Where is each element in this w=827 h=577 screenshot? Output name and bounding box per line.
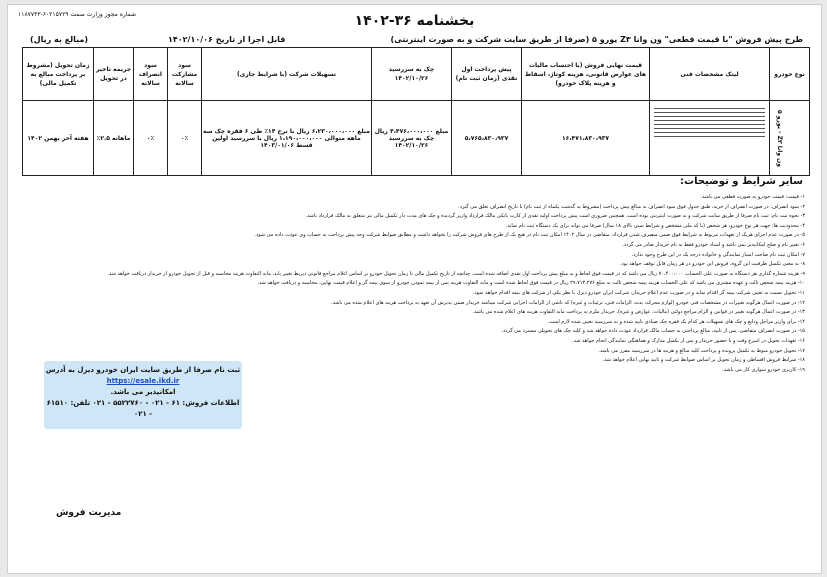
signature: مدیریت فروش	[56, 508, 122, 518]
list-item: ۱۷- تحویل خودرو منوط به تکمیل پرونده و پرداخت کلیه مبالغ و هزینه ها در سررسید مقرر می باشد.	[598, 347, 805, 354]
list-item: ۷- امکان ثبت نام صاحب امتیاز نمایندگی و خانواده درجه یک در این طرح وجود ندارد.	[631, 251, 805, 258]
col-participation: سود مشارکت سالانه	[168, 48, 202, 101]
registration-notice	[44, 361, 242, 429]
price-table	[22, 47, 810, 176]
list-item: ۱۴- برای واریز مراحل ودایع و چک های تسهیلات هر کدام یک فقره چک صیادی تایید شده و به سررسید تعیین شده لازم است.	[547, 318, 805, 325]
cell-cheque: مبلغ ۴،۴۷۶،۰۰۰،۰۰۰ ریال چک به سررسید ۱۴۰۲/۱۰/۲۶	[372, 101, 452, 176]
list-item: ۹- هزینه شماره گذاری هر دستگاه به صورت علی الحساب ۷۰،۴۰۰،۰۰۰ ریال می باشد که در قیمت فوق لحاظ و به مبلغ پیش پرداخت اول نقدی اضافه شده است. چنانچه از تاریخ تکمیل مالی تا زمان تحویل خودرو بر اساس اعلام مراجع قانونی ذیربط تغییر یابد، مابه التفاوت هزینه محاسبه و قبل از تحویل خودرو از خریدار دریافت خواهد شد.	[107, 270, 805, 277]
col-delivery: زمان تحویل (مشروط بر پرداخت مبالغ به تکمیل مالی)	[23, 48, 94, 101]
currency-unit: (مبالغ به ریال)	[30, 35, 88, 44]
cell-penalty: ماهانه ۲.۵٪	[94, 101, 134, 176]
list-item: ۶- تغییر نام و صلح امکانپذیر نمی باشد و اسناد خودرو فقط به نام خریدار صادر می گردد.	[622, 241, 805, 248]
list-item: ۱۸- شرایط فروش اقساطی و زمان تحویل بر اساس ضوابط شرکت و تایید نهایی اعلام خواهد شد.	[602, 357, 805, 364]
registration-number: شماره مجوز وزارت صمت ۶۰۲۱۵۷۲۹-۱۱۸۷۷۳۳	[18, 11, 137, 18]
cell-final-price: ۱۶،۴۷۱،۸۳۰،۹۳۷	[522, 101, 650, 176]
col-prepayment: پیش پرداخت اول نقدی (زمان ثبت نام)	[452, 48, 522, 101]
spec-link-scribble	[654, 105, 765, 171]
cell-model: ون وانا Z۳ - یورو ۵	[770, 101, 810, 176]
list-item: ۱۹- کاربری خودرو سواری کار می باشد.	[722, 366, 805, 373]
table-header-row	[23, 48, 810, 101]
col-model: نوع خودرو	[770, 48, 810, 101]
col-spec-link: لینک مشخصات فنی	[650, 48, 770, 101]
list-item: ۱۳- در صورت اعمال هرگونه تغییر در قوانین و الزام مراجع دولتی (مالیات، عوارض و غیره)، خریدار ملزم به پرداخت مابه التفاوت هزینه های اعلام شده می باشد.	[472, 309, 805, 316]
col-facility: تسهیلات شرکت (با شرایط جاری)	[202, 48, 372, 101]
cell-delivery: هفته آخر بهمن ۱۴۰۲	[23, 101, 94, 176]
notice-phone: اطلاعات فروش: ۶۱ - ۰۲۱ - ۵۵۲۲۷۶۰ - ۰۲۱ تلفن: ۶۱۵۱۰ - ۰۲۱	[46, 399, 240, 418]
notice-line-1: ثبت نام صرفا از طریق سایت ایران خودرو دیزل به آدرس	[45, 366, 241, 374]
list-item: ۱۰- هزینه بیمه شخص ثالث و عهده مشتری می باشد که علی الحساب هزینه بیمه شخص ثالث به مبلغ ۲۹،۷۱۳،۲۷۶ ریال در قیمت فوق لحاظ شده است و مابه التفاوت هزینه پس از بیمه نمودن خودرو از سوی بیمه گر و اعلام قیمت نهایی، محاسبه و دریافت خواهد شد.	[257, 280, 805, 287]
cell-cancellation: ۰٪	[134, 101, 168, 176]
list-item: ۸- به معنی تکمیل ظرفیت این گروه، فروش این خودرو در هر زمان قابل توقف خواهد بود.	[619, 261, 805, 268]
list-item: ۳- نحوه ثبت نام: ثبت نام صرفا از طریق سایت شرکت و به صورت اینترنتی بوده است. همچنین ضروری است پیش پرداخت اولیه نقدی از کارت بانکی مالک قرارداد واریز گردیده و چک های مدت دار تکمیل مالی نیز متعلق به مالک قرارداد باشد.	[305, 213, 805, 220]
cell-facility: مبلغ ۶،۲۳۰،۰۰۰،۰۰۰ ریال با نرخ ۱۴٪ طی ۶ فقره چک سه ماهه متوالی ۱،۱۹۰،۰۰۰،۰۰۰ ریال با سررسید اولین قسط ۱۴۰۳/۰۱/۰۶	[202, 101, 372, 176]
page-title: بخشنامه ۳۶-۱۴۰۲	[354, 13, 475, 29]
list-item: ۱۲- در صورت اعمال هرگونه تغییرات در مشخصات فنی خودرو (لوازم محرکه، بدنه، الزامات فنی، تزئینات و غیره) که ناشی از الزامات اجرایی شرکت میباشد خریدار ضمن پذیرش آن تعهد به پرداخت هزینه های اعلام شده می باشد.	[331, 299, 805, 306]
notice-line-2: امکانپذیر می باشد.	[110, 388, 176, 396]
circular-page	[7, 4, 822, 574]
cell-spec-link[interactable]	[650, 101, 770, 176]
col-final-price: قیمت نهایی فروش (با احتساب مالیات های عوارض قانونی، هزینه کوتاژ، اسقاط و هزینه پلاک خودرو)	[522, 48, 650, 101]
list-item: ۲- سود انصراف: در صورت انصراف از خرید، طبق جدول فوق سود انصراف به مبالغ پیش پرداخت (مشروط به گذشت یکماه از ثبت نام) تا تاریخ انصراف تعلق می گیرد.	[458, 203, 805, 210]
list-item: ۵- در صورت عدم اجرای هریک از تعهدات مربوط به شرایط فوق ضمن منصرف شدن قرارداد، متقاضی در سال ۱۴۰۲ امکان ثبت نام در هیچ یک از طرح های فروش شرکت را نخواهد داشت و مطابق ضوابط شرکت وجه پیش پرداخت به حساب وی عودت داده می شود.	[254, 232, 805, 239]
list-item: ۱۱- تحویل نسبت به تعیین شرکت بیمه گر اقدام نماید و در صورت عدم اعلام خریدار، شرکت ایران خودرو دیزل با نظر یکی از شرکت های بیمه اقدام خواهد نمود.	[472, 289, 805, 296]
col-cheque: چک به سررسید ۱۴۰۲/۱۰/۲۶	[372, 48, 452, 101]
col-cancellation: سود انصراف سالانه	[134, 48, 168, 101]
valid-from: قابل اجرا از تاریخ ۱۴۰۲/۱۰/۰۶	[168, 35, 286, 44]
conditions-title: سایر شرایط و توضیحات:	[680, 176, 803, 187]
list-item: ۱۵- در صورت انصراف متقاضی، پس از تایید، مبالغ پرداختی به حساب مالک قرارداد عودت داده خواهد شد و کلیه چک های تحویلی مسترد می گردد.	[501, 328, 805, 335]
conditions-list	[19, 193, 805, 375]
list-item: ۱- قیمت: قیمت خودرو به صورت قطعی می باشد.	[700, 194, 805, 200]
col-penalty: جریمه تاخیر در تحویل	[94, 48, 134, 101]
cell-participation: ۰٪	[168, 101, 202, 176]
table-row	[23, 101, 810, 176]
list-item: ۴- محدودیت ها: جهت هر نوع خودرو، هر شخص (با کد ملی مشخص و شرایط سنی بالای ۱۸ سال) صرفا می تواند برای یک دستگاه ثبت نام نماید.	[505, 222, 805, 229]
list-item: ۱۶- تعهدات تحویل در اسرع وقت و با حضور خریدار و پس از تکمیل مدارک و هماهنگی نمایندگی انجام خواهد شد.	[572, 337, 805, 344]
cell-prepayment: ۵،۷۶۵،۸۳۰،۹۳۷	[452, 101, 522, 176]
esale-link[interactable]: https://esale.ikd.ir	[106, 377, 180, 385]
plan-title: طرح پیش فروش "با قیمت قطعی" ون وانا Z۳ یورو ۵ (صرفا از طریق سایت شرکت و به صورت اینترنتی)	[390, 35, 803, 44]
